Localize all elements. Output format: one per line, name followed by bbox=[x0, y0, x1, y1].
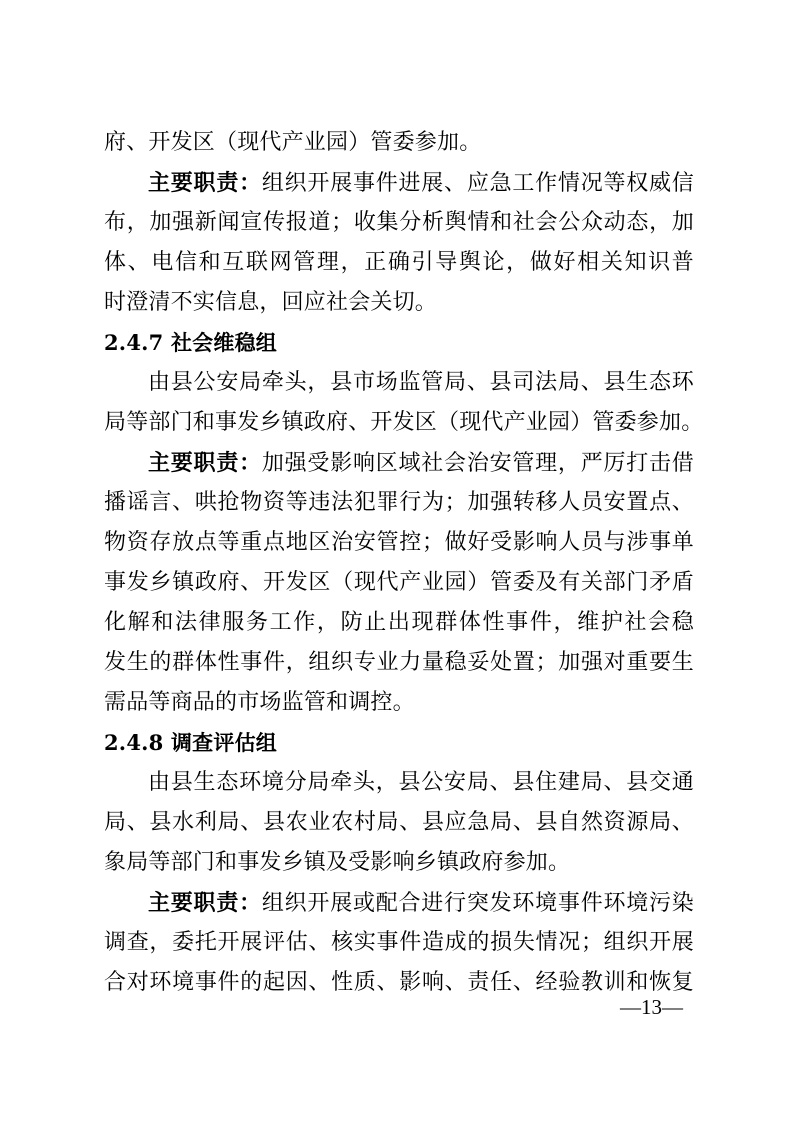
paragraph-first-line bbox=[148, 888, 694, 918]
paragraph-first-line: 由县生态环境分局牵头，县公安局、县住建局、县交通 bbox=[148, 770, 694, 795]
paragraph-line: 需品等商品的市场监管和调控。 bbox=[104, 690, 415, 715]
page-number: —13— bbox=[620, 995, 683, 1019]
paragraph-first-line bbox=[148, 168, 694, 198]
paragraph-line: 局、县水利局、县农业农村局、县应急局、县自然资源局、 bbox=[104, 810, 694, 835]
paragraph-line: 布，加强新闻宣传报道；收集分析舆情和社会公众动态，加 bbox=[104, 210, 694, 235]
paragraph-line: 体、电信和互联网管理，正确引导舆论，做好相关知识普 bbox=[104, 250, 694, 275]
paragraph-line: 局等部门和事发乡镇政府、开发区（现代产业园）管委参加。 bbox=[104, 410, 704, 435]
section-heading-2-4-8: 2.4.8 调查评估组 bbox=[104, 730, 277, 755]
duty-text: 组织开展事件进展、应急工作情况等权威信 bbox=[261, 171, 694, 196]
section-heading-2-4-7: 2.4.7 社会维稳组 bbox=[104, 330, 277, 355]
paragraph-line: 播谣言、哄抢物资等违法犯罪行为；加强转移人员安置点、 bbox=[104, 490, 694, 515]
duty-label: 主要职责： bbox=[148, 170, 262, 196]
paragraph-first-line: 由县公安局牵头，县市场监管局、县司法局、县生态环 bbox=[148, 370, 694, 395]
duty-text: 组织开展或配合进行突发环境事件环境污染 bbox=[261, 891, 694, 916]
duty-label: 主要职责： bbox=[148, 890, 262, 916]
paragraph-line: 调查，委托开展评估、核实事件造成的损失情况；组织开展 bbox=[104, 930, 694, 955]
paragraph-line: 化解和法律服务工作，防止出现群体性事件，维护社会稳 bbox=[104, 610, 694, 635]
paragraph-line: 发生的群体性事件，组织专业力量稳妥处置；加强对重要生 bbox=[104, 650, 694, 675]
paragraph-line: 时澄清不实信息，回应社会关切。 bbox=[104, 290, 438, 315]
paragraph-line: 物资存放点等重点地区治安管控；做好受影响人员与涉事单 bbox=[104, 530, 694, 555]
paragraph-line: 事发乡镇政府、开发区（现代产业园）管委及有关部门矛盾 bbox=[104, 570, 694, 595]
paragraph-line: 府、开发区（现代产业园）管委参加。 bbox=[104, 130, 482, 155]
paragraph-line: 合对环境事件的起因、性质、影响、责任、经验教训和恢复 bbox=[104, 970, 694, 995]
duty-text: 加强受影响区域社会治安管理，严厉打击借 bbox=[261, 451, 694, 476]
duty-label: 主要职责： bbox=[148, 450, 262, 476]
paragraph-first-line bbox=[148, 448, 694, 478]
paragraph-line: 象局等部门和事发乡镇及受影响乡镇政府参加。 bbox=[104, 850, 571, 875]
